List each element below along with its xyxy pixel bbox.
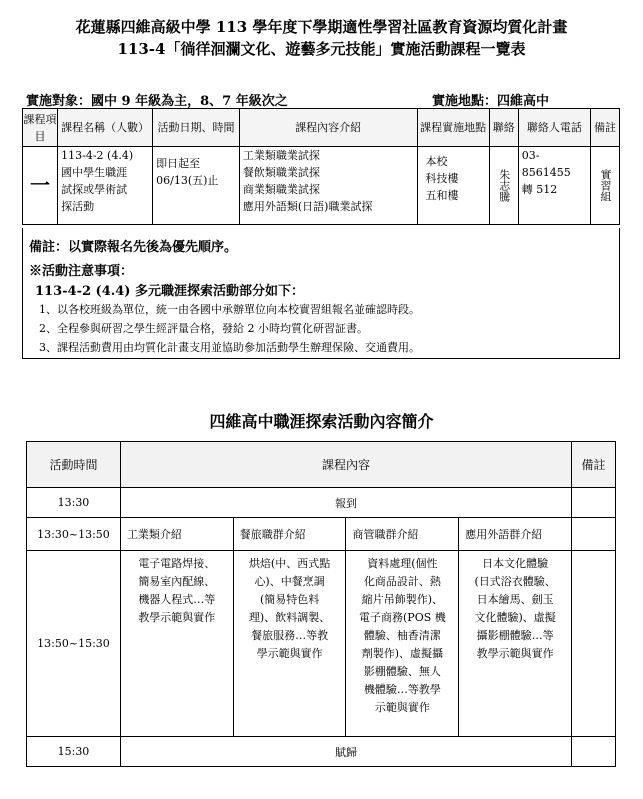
- target-audience: 實施對象：國中 9 年級為主，8、7 年級次之: [26, 94, 288, 109]
- activity-date-line: 06/13(五)止: [156, 174, 219, 187]
- schedule-time: 15:30: [27, 737, 121, 767]
- schedule-time: 13:50~15:30: [27, 551, 121, 737]
- notes-item: 3、課程活動費用由均質化計畫支用並協助參加活動學生辦理保險、交通費用。: [39, 341, 420, 354]
- schedule-content: 報到: [120, 488, 571, 518]
- course-name-line: 113-4-2 (4.4): [61, 149, 134, 162]
- course-name-line: 國中學生職涯: [61, 166, 128, 179]
- course-remarks: [591, 147, 620, 225]
- detail-line: 機體驗…等教學: [363, 683, 441, 696]
- group-hospitality: 餐旅職群介紹: [233, 518, 346, 551]
- schedule-remark-cell: [572, 488, 616, 518]
- activity-date-line: 即日起至: [156, 157, 201, 170]
- header-contact-person: 聯絡人電話: [518, 109, 590, 147]
- course-content-line: 應用外語類(日語)職業試探: [242, 200, 373, 213]
- detail-line: 化商品設計、熱: [363, 575, 441, 588]
- detail-line: 縮片吊飾製作)、: [361, 593, 444, 606]
- schedule-header-content: 課程內容: [120, 442, 571, 488]
- course-content-line: 餐飲類職業試探: [242, 166, 320, 179]
- detail-line: 電子商務(POS 機: [359, 611, 446, 624]
- detail-line: 示範與實作: [374, 701, 430, 714]
- detail-line: 簡易室內配線、: [138, 575, 216, 588]
- detail-line: (簡易特色料: [259, 593, 320, 606]
- header-course-name: 課程名稱（人數）: [58, 109, 153, 147]
- detail-line: 教學示範與實作: [138, 611, 216, 624]
- header-course-content: 課程內容介紹: [239, 109, 417, 147]
- detail-line: 理)、飲料調製、: [248, 611, 331, 624]
- header-item: 課程項目: [23, 109, 58, 147]
- header-venue: 課程實施地點: [417, 109, 489, 147]
- schedule-remark-cell: [572, 551, 616, 737]
- page-title-line1: 花蓮縣四維高級中學 113 學年度下學期適性學習社區教育資源均質化計畫: [75, 18, 568, 36]
- course-content-line: 商業類職業試探: [242, 183, 320, 196]
- course-content: [239, 147, 417, 225]
- notes-section: [22, 228, 620, 359]
- section-title: 四維高中職涯探索活動內容簡介: [209, 412, 434, 431]
- course-venue: [417, 147, 489, 225]
- group-business: 商管職群介紹: [346, 518, 459, 551]
- remark-text: 實習組: [599, 169, 612, 202]
- group-industrial: 工業類介紹: [120, 518, 233, 551]
- contact-person-name: 朱志騰: [497, 169, 511, 202]
- notes-item: 1、以各校班級為單位，統一由各國中承辦單位向本校實習組報名並確認時段。: [39, 303, 420, 316]
- course-name-line: 試探或學術試: [61, 183, 128, 196]
- schedule-table: [26, 441, 616, 767]
- course-name-line: 探活動: [61, 200, 95, 213]
- phone-line: 03-: [521, 149, 540, 162]
- schedule-remark-cell: [572, 737, 616, 767]
- activity-date: [153, 147, 240, 225]
- course-item-number: 一: [23, 147, 58, 225]
- detail-line: 心)、中餐烹調: [254, 575, 325, 588]
- schedule-time: 13:30: [27, 488, 121, 518]
- detail-line: 機器人程式…等: [138, 593, 216, 606]
- remark-note: 備註：以實際報名先後為優先順序。: [29, 240, 238, 255]
- detail-business: [346, 551, 459, 737]
- course-name: [58, 147, 153, 225]
- header-remarks: 備註: [591, 109, 620, 147]
- phone-line: 8561455: [521, 166, 571, 179]
- detail-line: 資料處理(個性: [367, 557, 438, 570]
- detail-line: 日本繪馬、劍玉: [476, 593, 554, 606]
- detail-hospitality: [233, 551, 346, 737]
- notes-heading: ※活動注意事項：: [29, 264, 134, 279]
- detail-line: 烘焙(中、西式點: [248, 557, 331, 570]
- notes-subheading: 113-4-2 (4.4) 多元職涯探索活動部分如下：: [35, 284, 304, 299]
- header-contact: 聯絡: [489, 109, 518, 147]
- detail-line: (日式浴衣體驗、: [474, 575, 556, 588]
- detail-foreign-language: [459, 551, 572, 737]
- detail-line: 文化體驗)、虛擬: [474, 611, 556, 624]
- notes-item: 2、全程參與研習之學生經評量合格，發給 2 小時均質化研習証書。: [39, 322, 368, 335]
- schedule-time: 13:30~13:50: [27, 518, 121, 551]
- page-title-line2: 113-4「徜徉洄瀾文化、遊藝多元技能」實施活動課程一覽表: [117, 40, 526, 58]
- contact-phone: [518, 147, 590, 225]
- contact-person: [489, 147, 518, 225]
- schedule-content: 賦歸: [120, 737, 571, 767]
- detail-line: 學示範與實作: [256, 647, 323, 660]
- detail-line: 餐旅服務…等教: [251, 629, 329, 642]
- header-activity-date: 活動日期、時間: [153, 109, 240, 147]
- venue-line: 本校: [425, 155, 448, 168]
- course-table: [22, 108, 620, 225]
- detail-line: 體驗、柚香清潔: [363, 629, 441, 642]
- detail-industrial: [120, 551, 233, 737]
- course-content-line: 工業類職業試探: [242, 149, 320, 162]
- detail-line: 影棚體驗、無人: [363, 665, 441, 678]
- detail-line: 教學示範與實作: [476, 647, 554, 660]
- group-foreign-language: 應用外語群介紹: [459, 518, 572, 551]
- venue-line: 科技樓: [425, 172, 459, 185]
- schedule-header-remarks: 備註: [572, 442, 616, 488]
- phone-line: 轉 512: [521, 183, 558, 196]
- schedule-remark-cell: [572, 518, 616, 551]
- venue-line: 五和樓: [425, 189, 459, 202]
- detail-line: 日本文化體驗: [482, 557, 549, 570]
- detail-line: 攝影棚體驗…等: [476, 629, 554, 642]
- venue-info: 實施地點：四維高中: [432, 94, 550, 109]
- detail-line: 電子電路焊接、: [138, 557, 216, 570]
- detail-line: 劑製作)、虛擬攝: [361, 647, 444, 660]
- schedule-header-time: 活動時間: [27, 442, 121, 488]
